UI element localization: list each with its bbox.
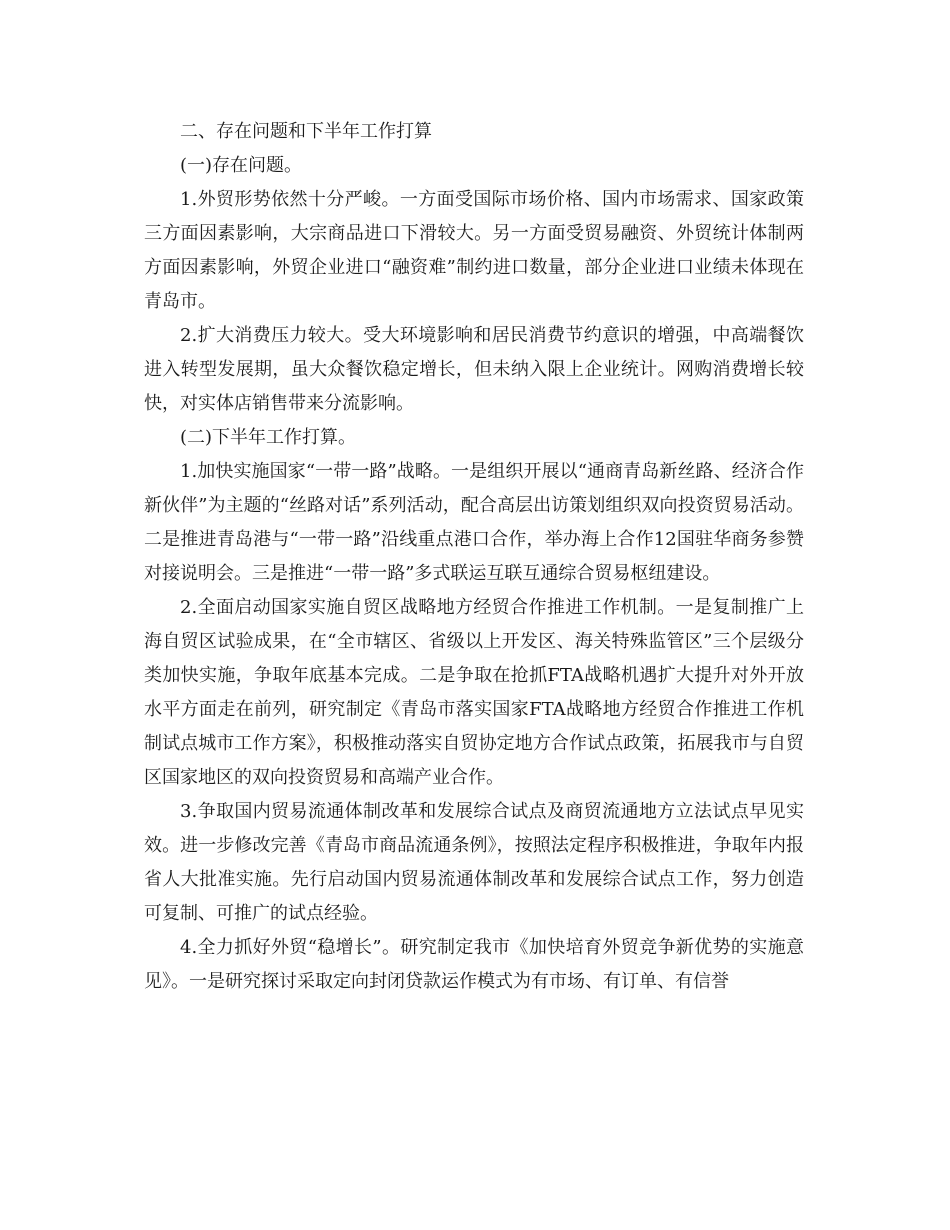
paragraph-free-trade-zone: 2.全面启动国家实施自贸区战略地方经贸合作推进工作机制。一是复制推广上海自贸区试验成果，在“全市辖区、省级以上开发区、海关特殊监管区”三个层级分类加快实施，争取年底基本完成。二是争取在抢抓FTA战略机遇扩大提升对外开放水平方面走在前列，研究制定《青岛市落实国家FTA战略地方经贸合作推进工作机制试点城市工作方案》，积极推动落实自贸协定地方合作试点政策，拓展我市与自贸区国家地区的双向投资贸易和高端产业合作。 (144, 597, 804, 788)
paragraph-stable-growth: 4.全力抓好外贸“稳增长”。研究制定我市《加快培育外贸竞争新优势的实施意见》。一是研究探讨采取定向封闭贷款运作模式为有市场、有订单、有信誉 (144, 937, 804, 992)
paragraph-belt-road: 1.加快实施国家“一带一路”战略。一是组织开展以“通商青岛新丝路、经济合作新伙伴”为主题的“丝路对话”系列活动，配合高层出访策划组织双向投资贸易活动。二是推进青岛港与“一带一路”沿线重点港口合作，举办海上合作12国驻华商务参赞对接说明会。三是推进“一带一路”多式联运互联互通综合贸易枢纽建设。 (144, 461, 804, 584)
paragraph-domestic-trade: 3.争取国内贸易流通体制改革和发展综合试点及商贸流通地方立法试点早见实效。进一步修改完善《青岛市商品流通条例》，按照法定程序积极推进，争取年内报省人大批准实施。先行启动国内贸易流通体制改革和发展综合试点工作，努力创造可复制、可推广的试点经验。 (144, 801, 804, 924)
paragraph-consumption: 2.扩大消费压力较大。受大环境影响和居民消费节约意识的增强，中高端餐饮进入转型发展期，虽大众餐饮稳定增长，但未纳入限上企业统计。网购消费增长较快，对实体店销售带来分流影响。 (144, 325, 804, 414)
subsection-heading-problems: (一)存在问题。 (180, 155, 303, 176)
document-body (144, 115, 804, 999)
paragraph-foreign-trade: 1.外贸形势依然十分严峻。一方面受国际市场价格、国内市场需求、国家政策三方面因素影响，大宗商品进口下滑较大。另一方面受贸易融资、外贸统计体制两方面因素影响，外贸企业进口“融资难”制约进口数量，部分企业进口业绩未体现在青岛市。 (144, 189, 804, 312)
section-heading: 二、存在问题和下半年工作打算 (180, 121, 432, 142)
subsection-heading-plans: (二)下半年工作打算。 (180, 427, 357, 448)
